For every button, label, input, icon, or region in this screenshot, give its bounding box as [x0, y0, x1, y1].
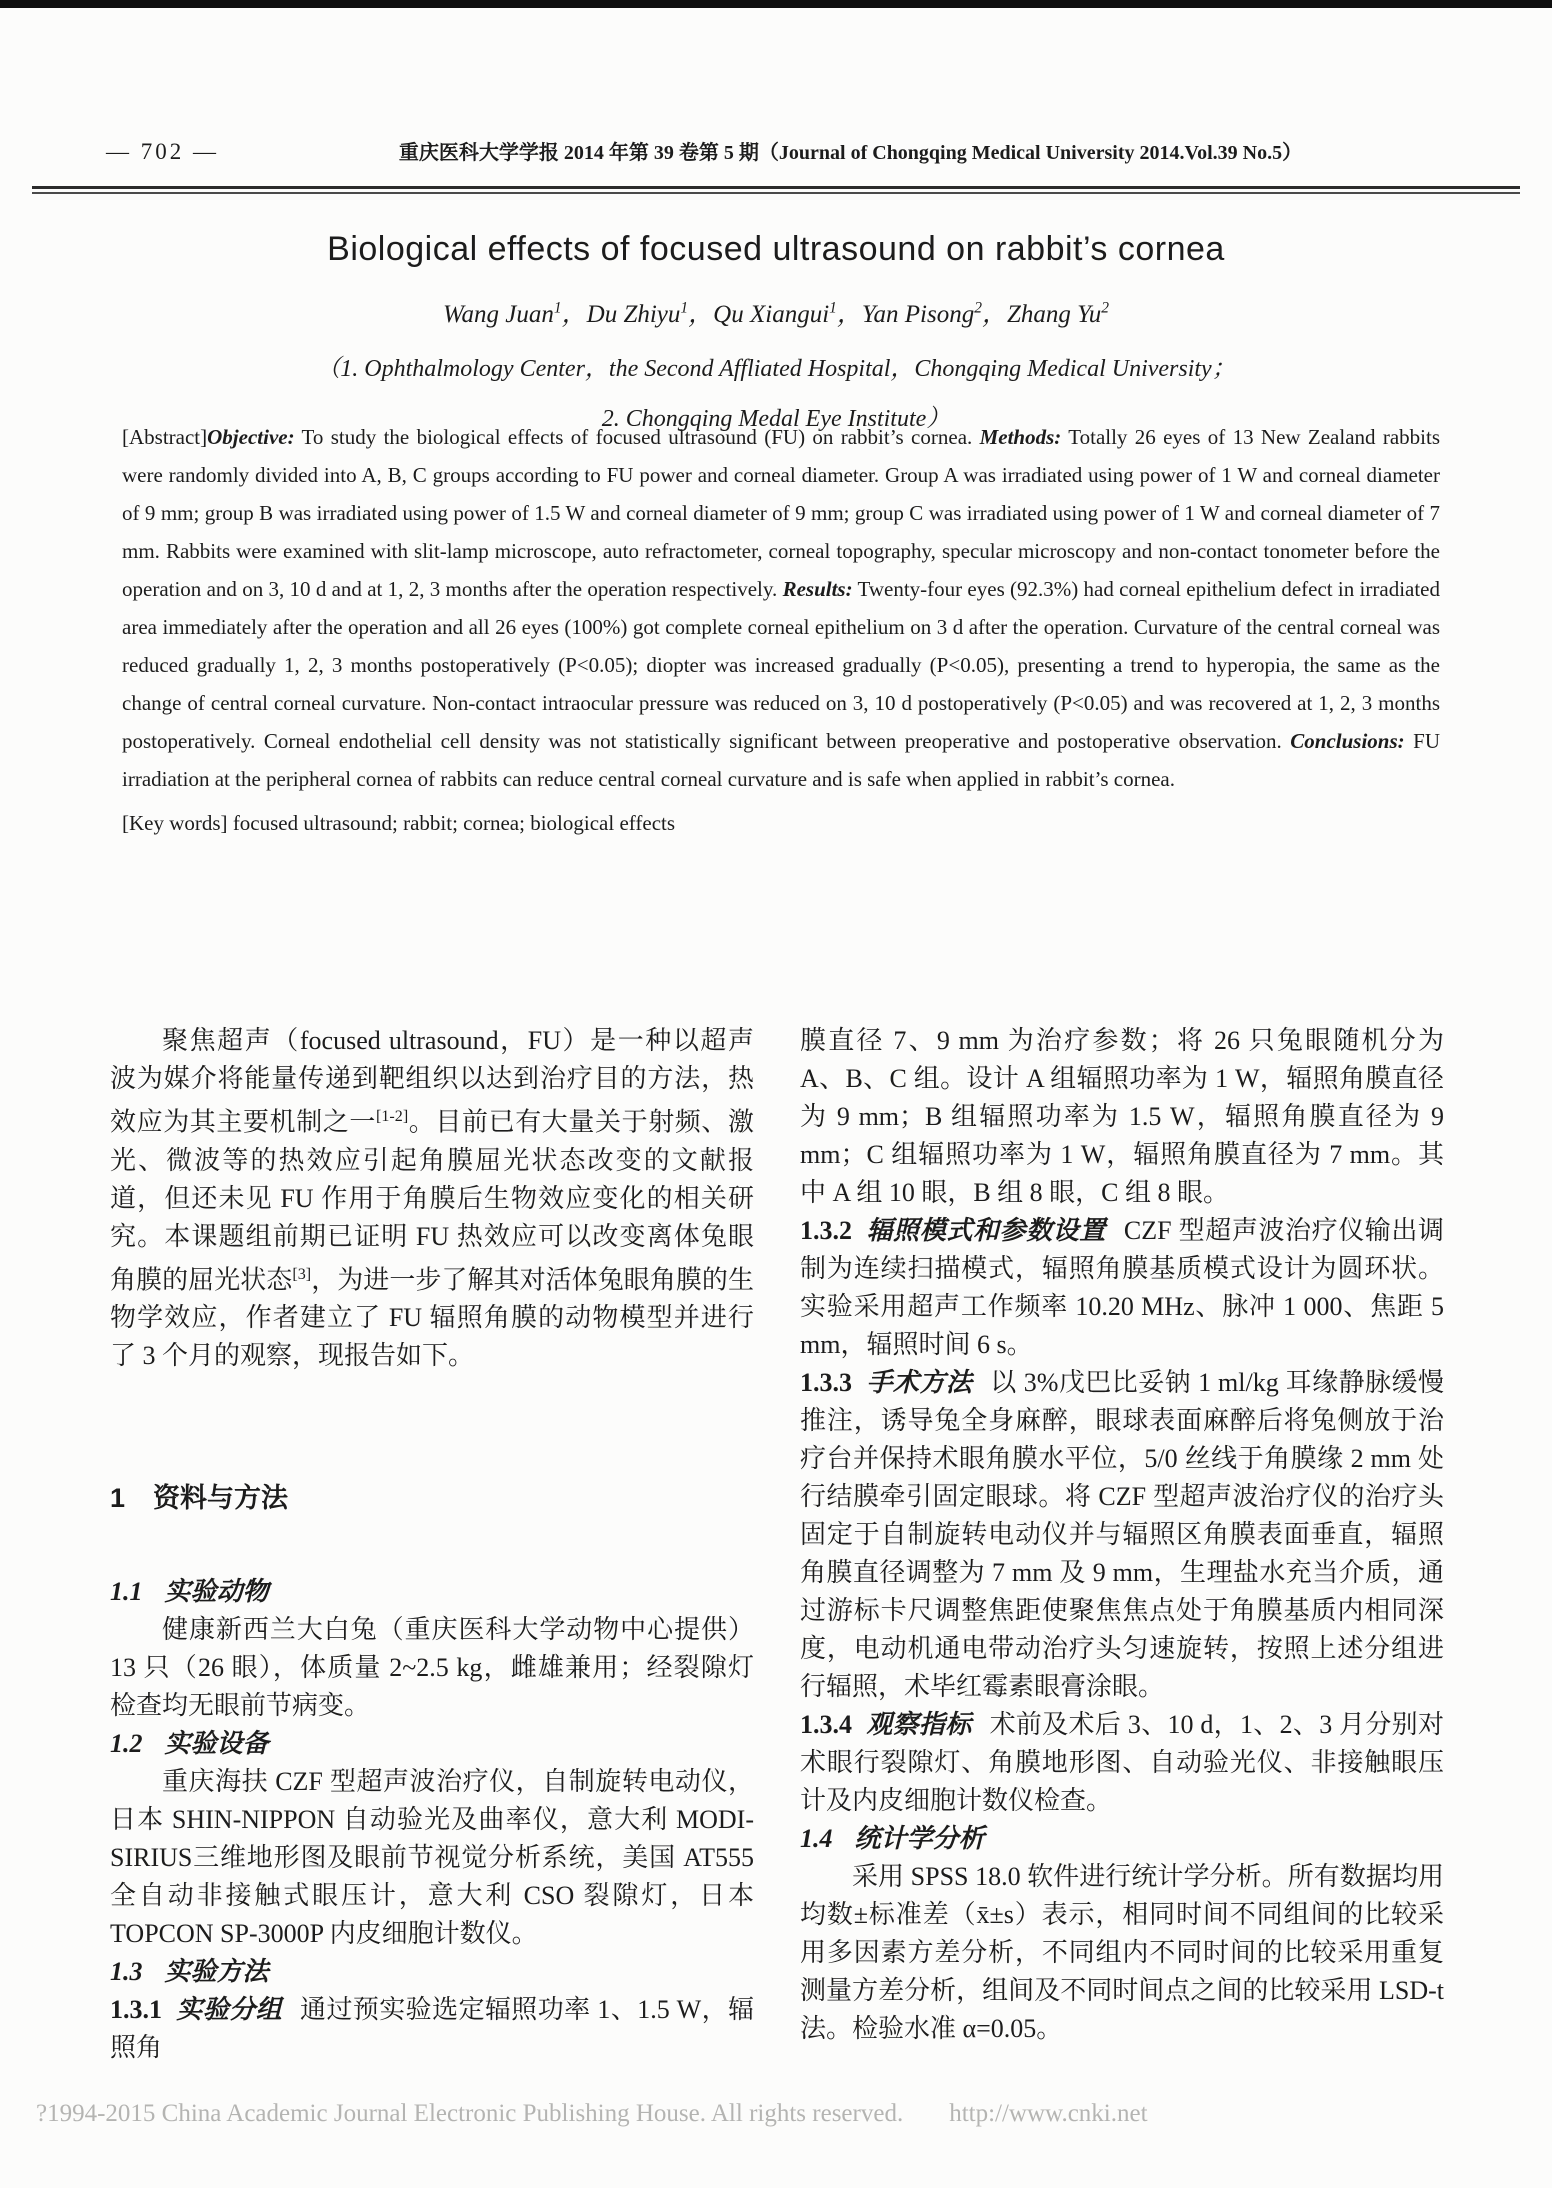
abstract-paragraph [122, 418, 1440, 798]
author-superscript: 1 [680, 299, 689, 317]
intro-text: ，为进一步了解其对活体兔眼角膜的生物学效应，作者建立了 FU 辐照角膜的动物模型并进行了 3 个月的观察，现报告如下。 [110, 1265, 754, 1371]
footer-url: http://www.cnki.net [949, 2100, 1148, 2127]
objective-label: Objective: [207, 425, 295, 449]
citation-ref: [3] [292, 1265, 312, 1283]
paragraph-text: 术前及术后 3、10 d，1、2、3 月分别对术眼行裂隙灯、角膜地形图、自动验光仪、非接触眼压计及内皮细胞计数仪检查。 [800, 1710, 1444, 1815]
section-number: 1 [110, 1483, 126, 1514]
subsection-number: 1.3.4 [800, 1710, 852, 1739]
paragraph-text: 以 3%戊巴比妥钠 1 ml/kg 耳缘静脉缓慢推注，诱导兔全身麻醉，眼球表面麻醉后将兔侧放于治疗台并保持术眼角膜水平位，5/0 丝线于角膜缘 2 mm 处行结膜牵引固定眼球。将 CZF 型超声波治疗仪的治疗头固定于自制旋转电动仪并与辐照区角膜表面垂直，辐照角膜直径调整为 7 mm 及 9 mm，生理盐水充当介质，通过游标卡尺调整焦距使聚焦焦点处于角膜基质内相同深度，电动机通电带动治疗头匀速旋转，按照上述分组进行辐照，术毕红霉素眼膏涂眼。 [800, 1368, 1444, 1701]
author-superscript: 1 [829, 299, 837, 317]
subsection-label: 统计学分析 [854, 1824, 985, 1853]
author-name: Wang Juan [443, 301, 554, 328]
author-superscript: 1 [553, 299, 562, 317]
subsection-heading-1-1 [110, 1573, 754, 1611]
section-label: 资料与方法 [153, 1483, 289, 1514]
subsection-label: 实验方法 [164, 1957, 269, 1987]
subsection-label: 观察指标 [866, 1710, 972, 1739]
intro-paragraph [110, 1022, 754, 1375]
author-name: ，Yan Pisong [836, 301, 975, 328]
running-header [106, 136, 1482, 165]
subsection-label: 辐照模式和参数设置 [866, 1216, 1106, 1245]
subsection-number: 1.1 [110, 1577, 143, 1607]
author-name: ，Du Zhiyu [561, 301, 681, 328]
keywords-label: [Key words] [122, 811, 228, 835]
paragraph-irradiation-mode [800, 1212, 1444, 1364]
results-text: Twenty-four eyes (92.3%) had corneal epithelium defect in irradiated area immediately after the operation and all 26 eyes (100%) got complete corneal epithelium on 3 d after the operation. Curvature of the central corneal was reduced gradually 1, 2, 3 months postoperatively (P<0.05); diopter was increased gradually (P<0.05), presenting a trend to hyperopia, the same as the change of central corneal curvature. Non-contact intraocular pressure was reduced on 3, 10 d postoperatively (P<0.05) and was recovered at 1, 2, 3 months postoperatively. Corneal endothelial cell density was not statistically significant between preoperative and postoperative observation. [122, 577, 1440, 753]
paragraph-animals: 健康新西兰大白兔（重庆医科大学动物中心提供）13 只（26 眼），体质量 2~2.5 kg，雌雄兼用；经裂隙灯检查均无眼前节病变。 [110, 1615, 754, 1721]
affiliation-line-1: （1. Ophthalmology Center，the Second Affliated Hospital，Chongqing Medical University； [316, 356, 1236, 382]
subsection-label: 手术方法 [866, 1368, 973, 1397]
subsection-heading-1-4 [800, 1820, 1444, 1858]
abstract-label: [Abstract] [122, 425, 208, 449]
subsection-number: 1.3 [110, 1957, 143, 1987]
paragraph-text: CZF 型超声波治疗仪输出调制为连续扫描模式，辐照角膜基质模式设计为圆环状。实验采用超声工作频率 10.20 MHz、脉冲 1 000、焦距 5 mm，辐照时间 6 s。 [800, 1216, 1444, 1359]
conclusions-text: FU irradiation at the peripheral cornea of rabbits can reduce central corneal curvature and is safe when applied in rabbit’s cornea. [122, 729, 1440, 791]
left-column [110, 1022, 754, 2067]
subsection-number: 1.2 [110, 1729, 143, 1759]
methods-label: Methods: [979, 425, 1062, 449]
footer-copyright: ?1994-2015 China Academic Journal Electronic Publishing House. All rights reserved. [36, 2100, 904, 2127]
paragraph-observation-index [800, 1706, 1444, 1820]
header-rule [32, 186, 1520, 194]
paragraph-grouping [110, 1991, 754, 2067]
affiliation-line-2: 2. Chongqing Medal Eye Institute） [601, 406, 951, 432]
subsection-number: 1.4 [800, 1824, 833, 1853]
paragraph-statistics: 采用 SPSS 18.0 软件进行统计学分析。所有数据均用均数±标准差（x̄±s）表示，相同时间不同组间的比较采用多因素方差分析，不同组内不同时间的比较采用重复测量方差分析，组间及不同时间点之间的比较采用 LSD-t 法。检验水准 α=0.05。 [800, 1862, 1444, 2043]
paragraph-grouping-continued: 膜直径 7、9 mm 为治疗参数；将 26 只兔眼随机分为 A、B、C 组。设计 A 组辐照功率为 1 W，辐照角膜直径为 9 mm；B 组辐照功率为 1.5 W，辐照角膜直径为 9 mm；C 组辐照功率为 1 W，辐照角膜直径为 7 mm。其中 A 组 10 眼，B 组 8 眼，C 组 8 眼。 [800, 1026, 1444, 1207]
intro-text: 。目前已有大量关于射频、激光、微波等的热效应引起角膜屈光状态改变的文献报道，但还未见 FU 作用于角膜后生物效应变化的相关研究。本课题组前期已证明 FU 热效应可以改变离体兔眼角膜的屈光状态 [110, 1107, 754, 1295]
scan-edge-bar [0, 0, 1552, 8]
abstract-block [122, 418, 1440, 842]
cnki-footer [36, 2100, 1516, 2128]
subsection-heading-1-3 [110, 1953, 754, 1991]
author-name: ，Qu Xiangui [688, 301, 830, 328]
right-column [800, 1022, 1444, 2067]
subsection-number: 1.3.2 [800, 1216, 852, 1245]
citation-ref: [1-2] [376, 1108, 409, 1125]
subsection-label: 实验动物 [164, 1577, 269, 1607]
subsection-heading-1-2 [110, 1725, 754, 1763]
paragraph-text: 通过预实验选定辐照功率 1、1.5 W，辐照角 [110, 1995, 754, 2063]
author-line [0, 294, 1552, 330]
subsection-label: 实验分组 [176, 1995, 283, 2025]
subsection-label: 实验设备 [164, 1729, 269, 1759]
objective-text: To study the biological effects of focused ultrasound (FU) on rabbit’s cornea. [294, 425, 980, 449]
keywords-text: focused ultrasound; rabbit; cornea; biological effects [227, 811, 676, 835]
author-superscript: 2 [974, 299, 982, 317]
author-name: ，Zhang Yu [981, 301, 1102, 328]
subsection-number: 1.3.3 [800, 1368, 852, 1397]
article-title: Biological effects of focused ultrasound on rabbit’s cornea [327, 230, 1225, 268]
subsection-number: 1.3.1 [110, 1995, 162, 2025]
paragraph-surgical-method [800, 1364, 1444, 1706]
author-superscript: 2 [1101, 299, 1109, 317]
journal-citation-line: 重庆医科大学学报 2014 年第 39 卷第 5 期（Journal of Chongqing Medical University 2014.Vol.39 No.5） [398, 142, 1303, 164]
results-label: Results: [782, 577, 853, 601]
intro-text: 聚焦超声（focused ultrasound，FU）是一种以超声波为媒介将能量传递到靶组织以达到治疗目的方法，热效应为其主要机制之一 [110, 1026, 754, 1137]
conclusions-label: Conclusions: [1290, 729, 1405, 753]
methods-text: Totally 26 eyes of 13 New Zealand rabbits were randomly divided into A, B, C groups according to FU power and corneal diameter. Group A was irradiated using power of 1 W and corneal diameter of 9 mm; group B was irradiated using power of 1.5 W and corneal diameter of 9 mm; group C was irradiated using power of 1 W and corneal diameter of 7 mm. Rabbits were examined with slit-lamp microscope, auto refractometer, corneal topography, specular microscopy and non-contact tonometer before the operation and on 3, 10 d and at 1, 2, 3 months after the operation respectively. [122, 425, 1441, 601]
page-number: — 702 — [106, 139, 219, 164]
paragraph-equipment: 重庆海扶 CZF 型超声波治疗仪，自制旋转电动仪，日本 SHIN-NIPPON 自动验光及曲率仪，意大利 MODI-SIRIUS三维地形图及眼前节视觉分析系统，美国 AT555 全自动非接触式眼压计，意大利 CSO 裂隙灯，日本 TOPCON SP-3000P 内皮细胞计数仪。 [110, 1767, 754, 1949]
two-column-body [110, 1022, 1444, 2067]
keywords-line [122, 804, 1440, 842]
section-heading-1 [110, 1479, 754, 1517]
